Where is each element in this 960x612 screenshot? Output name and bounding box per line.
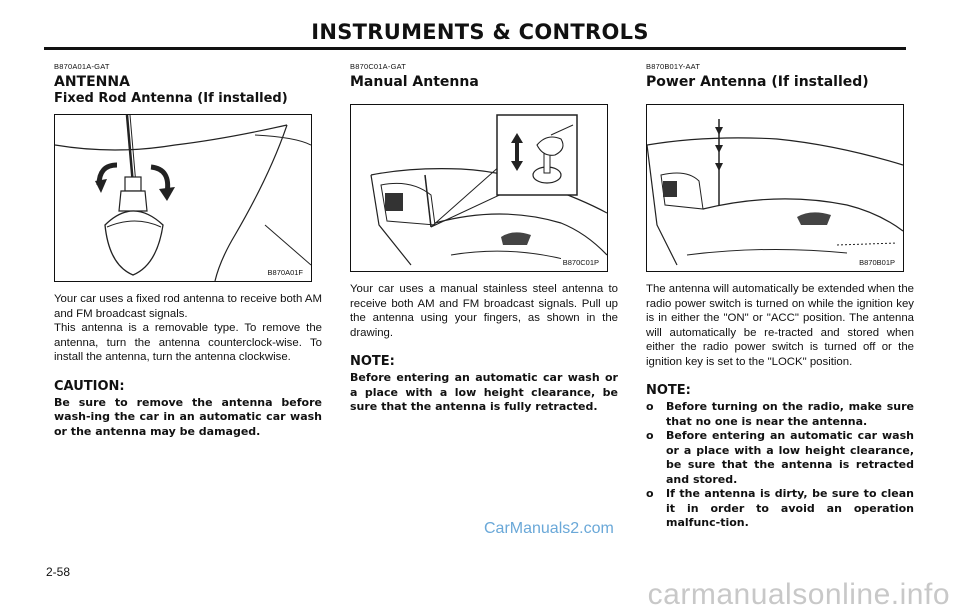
manual-antenna-illustration (351, 105, 607, 271)
note-item-text: Before entering an automatic car wash or a place with a low height clearance, be sure that the antenna is retracted and stored. (666, 429, 914, 486)
figure-fixed-rod-antenna (54, 114, 312, 282)
body-text (54, 292, 322, 365)
note-item-text: If the antenna is dirty, be sure to clean it in order to avoid an operation malfunc-tion. (666, 487, 914, 529)
page-number: 2-58 (46, 565, 71, 579)
note-item-text: Before turning on the radio, make sure that no one is near the antenna. (666, 400, 914, 428)
body-paragraph: Your car uses a fixed rod antenna to receive both AM and FM broadcast signals. (54, 293, 322, 320)
body-paragraph: Your car uses a manual stainless steel antenna to receive both AM and FM broadcast signals. Pull up the antenna using your fingers, as shown in the drawing. (350, 283, 618, 339)
figure-code: B870C01P (562, 258, 599, 267)
section-code: B870A01A-GAT (54, 62, 110, 71)
note-heading: NOTE: (350, 354, 395, 369)
column-fixed-rod-antenna (54, 62, 322, 439)
watermark-link[interactable]: CarManuals2.com (484, 520, 614, 537)
note-text: Before entering an automatic car wash or a place with a low height clearance, be sure that the antenna is fully retracted. (350, 371, 618, 413)
column-power-antenna (646, 62, 914, 531)
caution-text: Be sure to remove the antenna before wash-ing the car in an automatic car wash or the antenna may be damaged. (54, 395, 322, 438)
note-heading: NOTE: (646, 383, 691, 398)
header-rule (44, 47, 906, 50)
section-title: Manual Antenna (350, 74, 479, 90)
note-item (646, 400, 914, 429)
body-paragraph: This antenna is a removable type. To remove the antenna, turn the antenna counterclock-wise. To install the antenna, turn the antenna clockwise. (54, 322, 322, 363)
power-antenna-illustration (647, 105, 903, 271)
caution-heading: CAUTION: (54, 378, 125, 394)
section-subtitle: Fixed Rod Antenna (If installed) (54, 91, 288, 106)
body-paragraph: The antenna will automatically be extended when the radio power switch is turned on while the ignition key is in either the "ON" or "ACC" position. The antenna will automatically be re-tracted and stored when either the radio power switch is turned off or the ignition key is set to the "LOCK" position. (646, 283, 914, 368)
page-title: INSTRUMENTS & CONTROLS (311, 20, 649, 44)
note-item (646, 429, 914, 487)
fixed-rod-antenna-illustration (55, 115, 311, 281)
section-title: Power Antenna (If installed) (646, 74, 869, 90)
figure-power-antenna (646, 104, 904, 272)
section-title: ANTENNA (54, 74, 130, 90)
section-code: B870C01A-GAT (350, 62, 407, 71)
column-manual-antenna (350, 62, 618, 415)
section-code: B870B01Y-AAT (646, 62, 701, 71)
footer-watermark: carmanualsonline.info (647, 578, 950, 611)
body-text (646, 282, 914, 369)
note-bullet: o (646, 400, 654, 413)
note-bullet: o (646, 487, 654, 500)
figure-code: B870A01F (267, 268, 303, 277)
body-text (350, 282, 618, 340)
note-list (646, 400, 914, 531)
figure-manual-antenna (350, 104, 608, 272)
figure-code: B870B01P (859, 258, 895, 267)
note-item (646, 487, 914, 531)
note-bullet: o (646, 429, 654, 442)
